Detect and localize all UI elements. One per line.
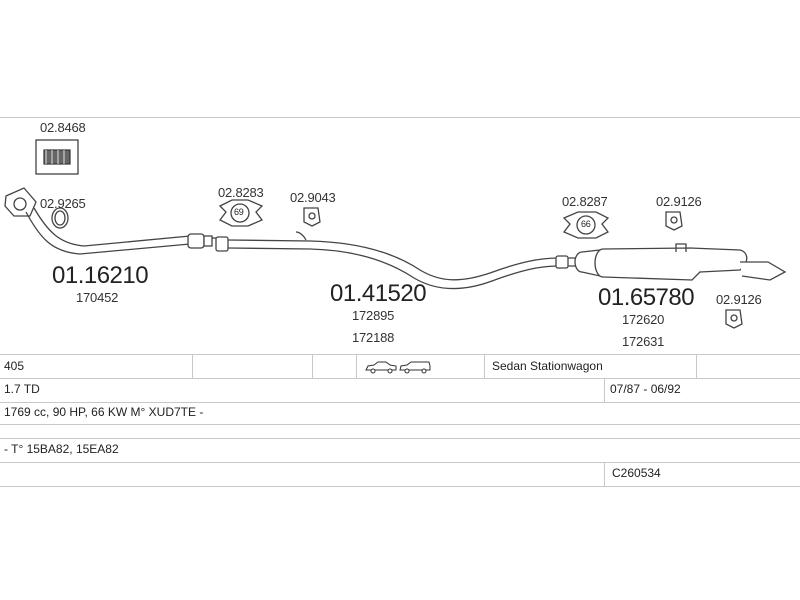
clamp-rear-label: 02.8287 <box>562 194 608 209</box>
table-row-border-2 <box>0 402 800 403</box>
clamp-front-label: 02.8283 <box>218 185 264 200</box>
vehicle-model: 405 <box>4 359 25 373</box>
table-col-divider-7 <box>604 462 605 486</box>
clamp-kit-label: 02.8468 <box>40 120 86 135</box>
gasket-front-label: 02.9265 <box>40 196 86 211</box>
hanger-rear-bottom-label: 02.9126 <box>716 292 762 307</box>
rear-section-ref-1: 172620 <box>622 312 665 327</box>
car-body-icons <box>364 360 432 374</box>
hanger-rear-bottom-icon <box>726 310 742 328</box>
sedan-car-icon <box>366 362 396 373</box>
hanger-rear-top-icon <box>666 212 682 230</box>
rear-section-number: 01.65780 <box>598 284 695 311</box>
clamp-front-badge: 69 <box>234 207 244 217</box>
vehicle-engine: 1.7 TD <box>4 382 40 396</box>
front-section-ref: 170452 <box>76 290 119 305</box>
table-row-border-3 <box>0 424 800 425</box>
hanger-rear-top-label: 02.9126 <box>656 194 702 209</box>
hanger-mid-icon <box>304 208 320 226</box>
middle-section-number: 01.41520 <box>330 280 427 307</box>
table-row-border-4 <box>0 438 800 439</box>
front-flange-icon <box>5 188 36 216</box>
vehicle-body: Sedan Stationwagon <box>492 359 603 373</box>
table-col-divider-5 <box>696 354 697 378</box>
clamp-rear-badge: 66 <box>581 219 591 229</box>
table-col-divider-2 <box>312 354 313 378</box>
table-col-divider-4 <box>484 354 485 378</box>
clamp-kit-box-icon <box>36 140 78 174</box>
table-top-border <box>0 354 800 355</box>
middle-section-ref-1: 172895 <box>352 308 395 323</box>
table-col-divider-1 <box>192 354 193 378</box>
rear-section-ref-2: 172631 <box>622 334 665 349</box>
catalog-code: C260534 <box>612 466 661 480</box>
middle-section-ref-2: 172188 <box>352 330 395 345</box>
vehicle-type-codes: - T° 15BA82, 15EA82 <box>4 442 119 456</box>
table-row-border-1 <box>0 378 800 379</box>
vehicle-years: 07/87 - 06/92 <box>610 382 681 396</box>
table-bottom-border <box>0 486 800 487</box>
table-col-divider-3 <box>356 354 357 378</box>
hanger-mid-label: 02.9043 <box>290 190 336 205</box>
vehicle-specs: 1769 cc, 90 HP, 66 KW M° XUD7TE - <box>4 405 204 419</box>
table-col-divider-6 <box>604 378 605 402</box>
front-section-number: 01.16210 <box>52 262 149 289</box>
station-wagon-icon <box>400 362 430 373</box>
table-row-border-5 <box>0 462 800 463</box>
gasket-front-icon <box>52 208 68 228</box>
